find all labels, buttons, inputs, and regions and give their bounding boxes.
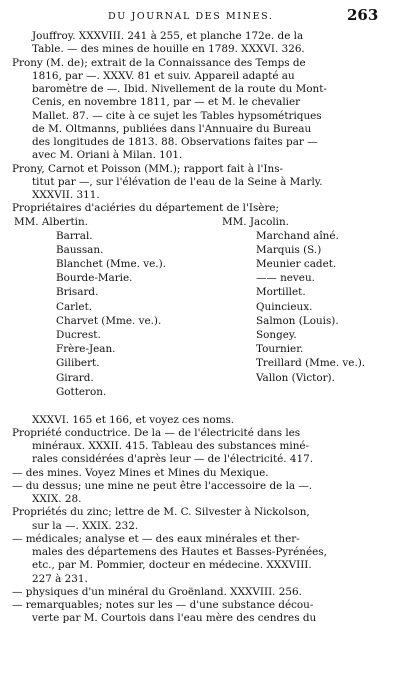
index-line: Cenis, en novembre 1811, par — et M. le chevalier xyxy=(32,96,301,109)
owner-name: Gotteron. xyxy=(56,385,107,398)
owner-name: MM. Jacolin. xyxy=(222,215,289,228)
index-line: Prony, Carnot et Poisson (MM.); rapport fait à l'Ins- xyxy=(12,162,284,175)
index-entries-bottom xyxy=(12,414,392,626)
index-line: minéraux. XXXII. 415. Tableau des substances miné- xyxy=(32,440,310,452)
index-line: XXXVI. 165 et 166, et voyez ces noms. xyxy=(32,413,235,426)
index-line: Mallet. 87. — cite à ce sujet les Tables hypsométriques xyxy=(32,109,322,122)
owner-name: Girard. xyxy=(56,371,94,384)
index-line: males des départemens des Hautes et Basses-Pyrénées, xyxy=(32,546,327,558)
running-title: DU JOURNAL DES MINES. xyxy=(108,11,274,22)
index-line: verte par M. Courtois dans l'eau mère des cendres du xyxy=(32,612,317,625)
owner-name: Quincieux. xyxy=(256,300,313,313)
index-line: rales considérées d'après leur — de l'électricité. 417. xyxy=(32,453,314,466)
index-line: Prony (M. de); extrait de la Connaissance des Temps de xyxy=(12,56,306,69)
page-number: 263 xyxy=(347,6,379,24)
owner-name: MM. Albertin. xyxy=(14,215,88,228)
owner-name: Bourde-Marie. xyxy=(56,272,133,285)
owner-name: Blanchet (Mme. ve.). xyxy=(56,258,166,271)
owner-name: Marquis (S.) xyxy=(256,243,322,256)
index-entries-top xyxy=(12,30,392,216)
owner-name: Tournier. xyxy=(256,343,304,356)
index-line: — physiques d'un minéral du Groënland. XXXVIII. 256. xyxy=(12,585,302,598)
owner-name: Barral. xyxy=(56,229,93,242)
owner-name: Charvet (Mme. ve.). xyxy=(56,314,162,327)
index-line: 227 à 231. xyxy=(32,572,88,585)
ironworks-owner-list xyxy=(12,216,392,414)
owner-name: Marchand aîné. xyxy=(256,229,339,242)
owner-name: Meunier cadet. xyxy=(256,258,337,271)
index-line: Propriété conductrice. De la — de l'électricité dans les xyxy=(12,426,301,439)
index-line: titut par —, sur l'élévation de l'eau de la Seine à Marly. xyxy=(32,175,323,188)
index-line: des longitudes de 1813. 88. Observations faites par — xyxy=(32,136,318,148)
index-line: XXXVII. 311. xyxy=(32,189,100,201)
index-line: Propriétaires d'aciéries du département de l'Isère; xyxy=(12,202,280,215)
index-line: 1816, par —. XXXV. 81 et suiv. Appareil adapté au xyxy=(32,69,295,82)
index-line: avec M. Oriani à Milan. 101. xyxy=(32,149,183,162)
owner-name: Carlet. xyxy=(56,300,93,313)
index-line: Table. — des mines de houille en 1789. XXXVI. 326. xyxy=(32,43,305,56)
owner-name: Frère-Jean. xyxy=(56,343,116,356)
owner-name: Treillard (Mme. ve.). xyxy=(256,357,366,370)
index-line: etc., par M. Pommier, docteur en médecine. XXXVIII. xyxy=(32,559,312,572)
index-line: de M. Oltmanns, publiées dans l'Annuaire du Bureau xyxy=(32,122,312,135)
owner-name: Vallon (Victor). xyxy=(256,371,335,384)
index-line: baromètre de —. Ibid. Nivellement de la route du Mont- xyxy=(32,83,327,95)
index-line: — des mines. Voyez Mines et Mines du Mexique. xyxy=(12,466,269,479)
owner-name: Brisard. xyxy=(56,286,99,299)
index-line: — médicales; analyse et — des eaux minérales et ther- xyxy=(12,532,300,545)
index-line: Jouffroy. XXXVIII. 241 à 255, et planche 172e. de la xyxy=(32,30,304,42)
index-line: — du dessus; une mine ne peut être l'accessoire de la —. xyxy=(12,479,313,492)
owner-name: Mortillet. xyxy=(256,286,306,299)
index-line: XXIX. 28. xyxy=(32,493,82,505)
owner-name: Ducrest. xyxy=(56,329,101,341)
owner-column-left xyxy=(14,216,204,400)
owner-name: Songey. xyxy=(256,329,297,341)
index-line: sur la —. XXIX. 232. xyxy=(32,519,139,532)
owner-name: Baussan. xyxy=(56,243,104,256)
owner-name: —— neveu. xyxy=(256,272,315,285)
index-line: — remarquables; notes sur les — d'une substance décou- xyxy=(12,599,314,611)
owner-name: Gilibert. xyxy=(56,357,100,370)
index-line: Propriétés du zinc; lettre de M. C. Silvester à Nickolson, xyxy=(12,506,310,519)
owner-column-right xyxy=(217,216,392,386)
index-text xyxy=(12,30,392,626)
page-header xyxy=(0,8,402,28)
owner-name: Salmon (Louis). xyxy=(256,314,339,327)
